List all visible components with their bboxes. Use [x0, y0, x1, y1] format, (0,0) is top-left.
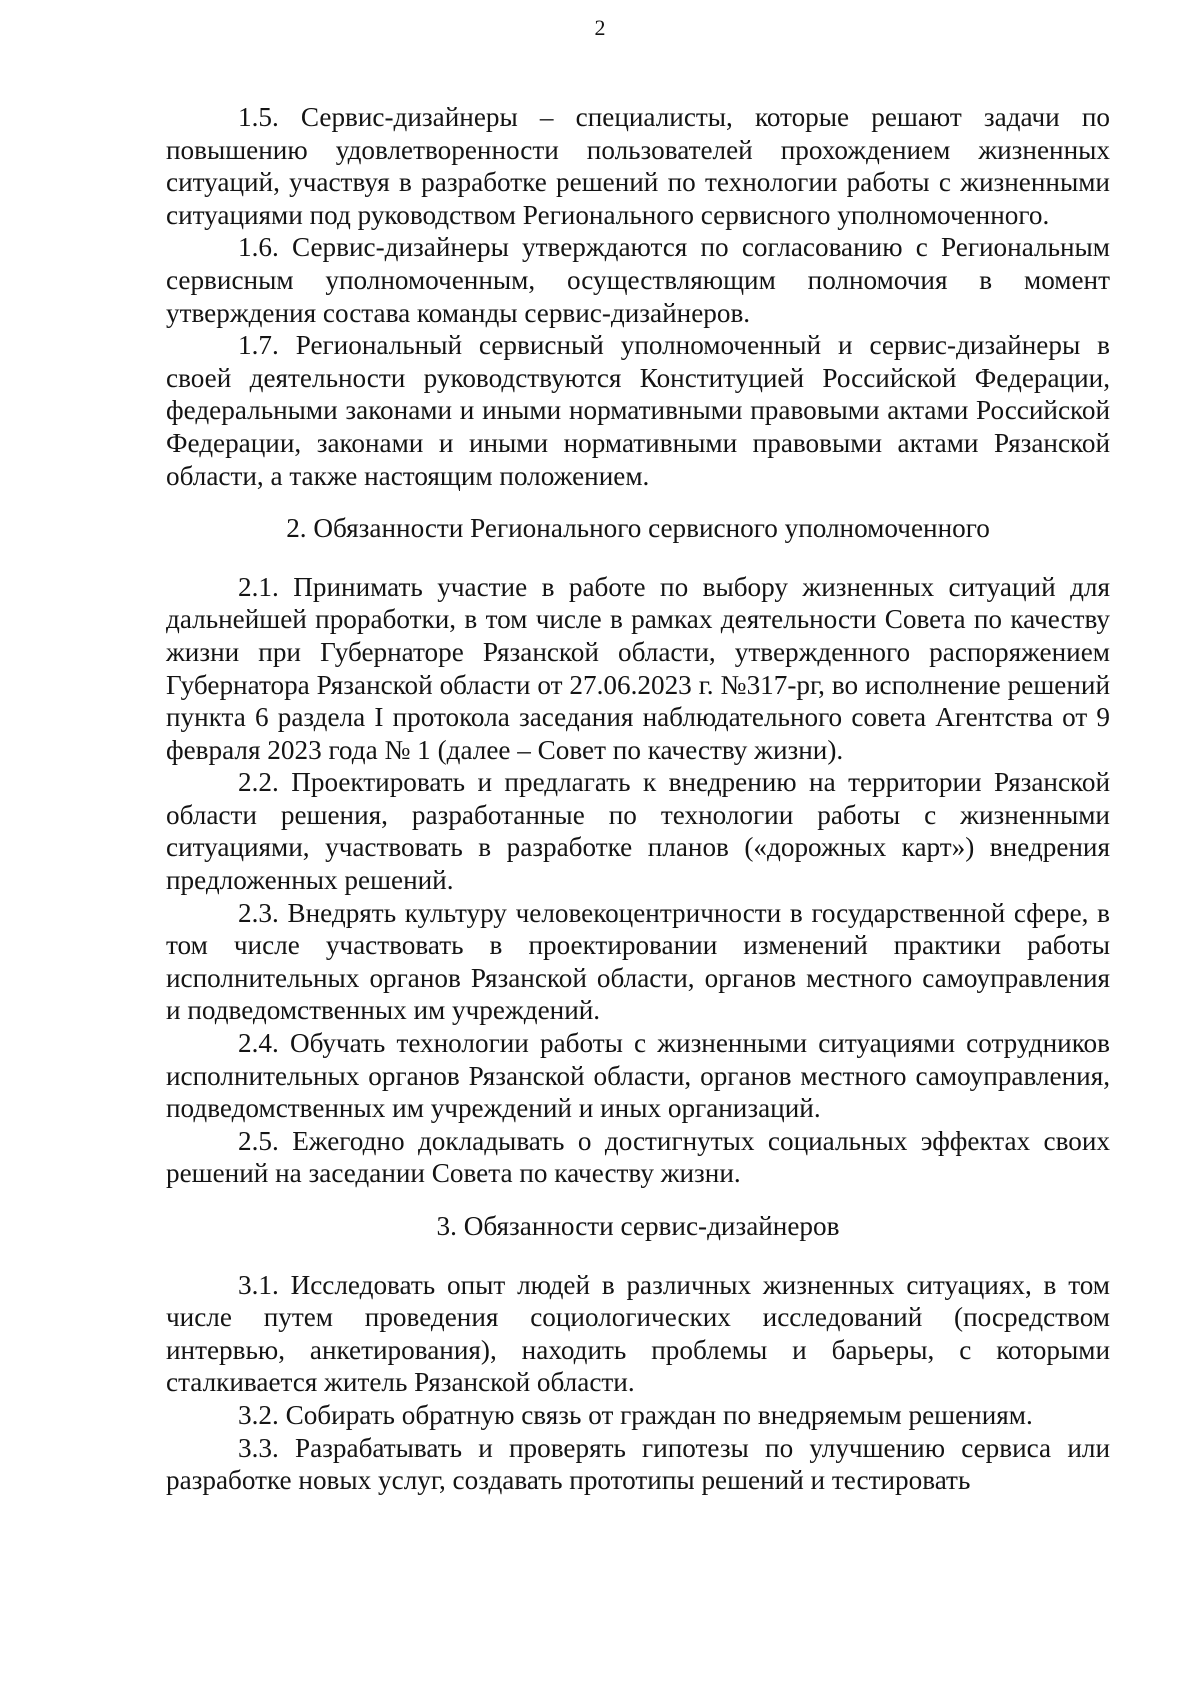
spacer	[166, 1190, 1110, 1210]
paragraph-1-5: 1.5. Сервис-дизайнеры – специалисты, которые решают задачи по повышению удовлетворенности пользователей прохождением жизненных ситуаций, участвуя в разработке решений по технологии работы с жизненными ситуациями под руководством Регионального сервисного уполномоченного.	[166, 102, 1110, 230]
paragraph-1-7: 1.7. Региональный сервисный уполномоченный и сервис-дизайнеры в своей деятельности руководствуются Конституцией Российской Федерации, федеральными законами и иными нормативными правовыми актами Российской Федерации, законами и иными нормативными правовыми актами Рязанской области, а также настоящим положением.	[166, 330, 1110, 491]
paragraph-2-2: 2.2. Проектировать и предлагать к внедрению на территории Рязанской области решения, разработанные по технологии работы с жизненными ситуациями, участвовать в разработке планов («дорожных карт») внедрения предложенных решений.	[166, 767, 1110, 896]
spacer	[166, 545, 1110, 571]
paragraph-3-2: 3.2. Собирать обратную связь от граждан по внедряемым решениям.	[238, 1399, 1033, 1430]
paragraph-2-3: 2.3. Внедрять культуру человекоцентричности в государственной сфере, в том числе участвовать в проектировании изменений практики работы исполнительных органов Рязанской области, органов местного самоуправления и подведомственных им учреждений.	[166, 897, 1110, 1026]
paragraph-2-4: 2.4. Обучать технологии работы с жизненными ситуациями сотрудников исполнительных органов Рязанской области, органов местного самоуправления, подведомственных им учреждений и иных организаций.	[166, 1028, 1110, 1124]
section-2-heading: 2. Обязанности Регионального сервисного уполномоченного	[286, 513, 990, 544]
paragraph-2-1: 2.1. Принимать участие в работе по выбору жизненных ситуаций для дальнейшей проработки, в том числе в рамках деятельности Совета по качеству жизни при Губернаторе Рязанской области, утвержденного распоряжением Губернатора Рязанской области от 27.06.2023 г. №317-рг, во исполнение решений пункта 6 раздела I протокола заседания наблюдательного совета Агентства от 9 февраля 2023 года № 1 (далее – Совет по качеству жизни).	[166, 571, 1110, 765]
section-3-heading: 3. Обязанности сервис-дизайнеров	[436, 1211, 840, 1241]
paragraph-3-1: 3.1. Исследовать опыт людей в различных жизненных ситуациях, в том числе путем проведения социологических исследований (посредством интервью, анкетирования), находить проблемы и барьеры, с которыми сталкивается житель Рязанской области.	[166, 1269, 1110, 1398]
document-body	[166, 101, 1110, 1497]
spacer	[166, 1243, 1110, 1269]
paragraph-1-6: 1.6. Сервис-дизайнеры утверждаются по согласованию с Региональным сервисным уполномоченным, осуществляющим полномочия в момент утверждения состава команды сервис-дизайнеров.	[166, 232, 1110, 328]
page-number: 2	[594, 15, 606, 40]
spacer	[166, 492, 1110, 512]
paragraph-3-3: 3.3. Разрабатывать и проверять гипотезы по улучшению сервиса или разработке новых услуг, создавать прототипы решений и тестировать	[166, 1432, 1110, 1496]
paragraph-2-5: 2.5. Ежегодно докладывать о достигнутых социальных эффектах своих решений на заседании Совета по качеству жизни.	[166, 1125, 1110, 1189]
